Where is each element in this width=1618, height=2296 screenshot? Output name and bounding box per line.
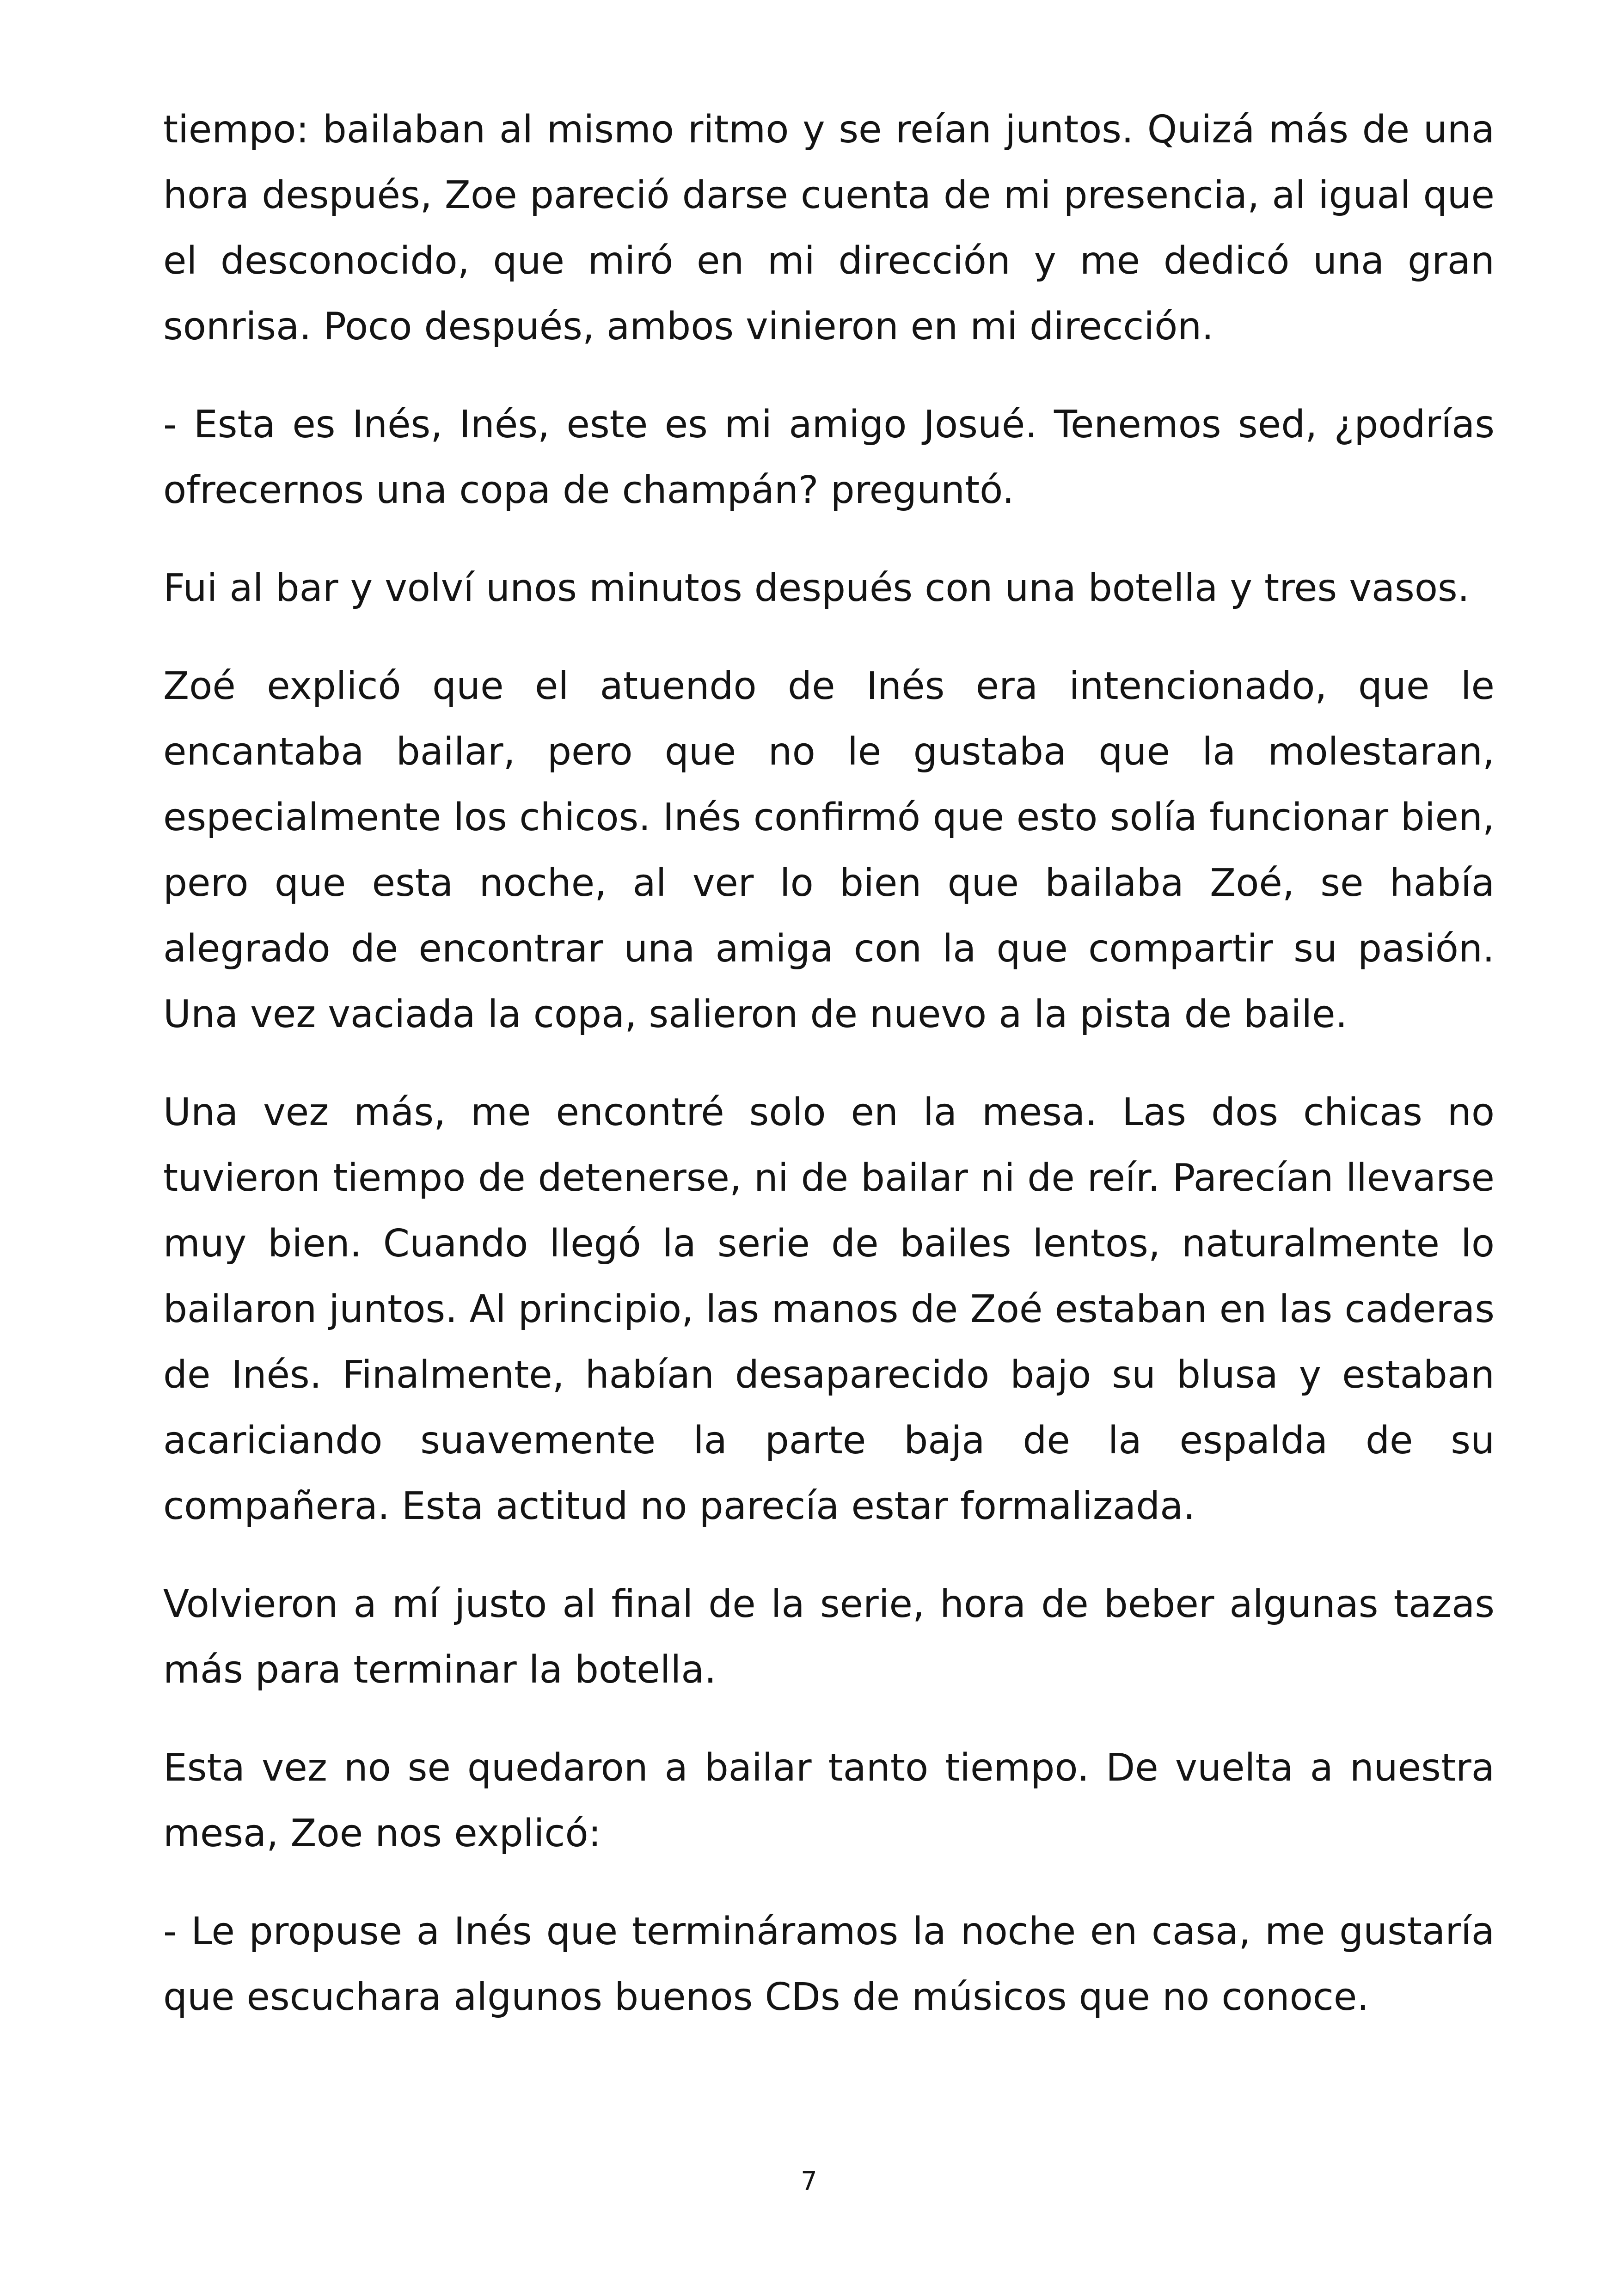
paragraph: Zoé explicó que el atuendo de Inés era intencionado, que le encantaba bailar, pero que no le gustaba que la molestaran, especialmente los chicos. Inés confirmó que esto solía funcionar bien, pero que esta noche, al ver lo bien que bailaba Zoé, se había alegrado de encontrar una amiga con la que compartir su pasión. Una vez vaciada la copa, salieron de nuevo a la pista de baile.: [163, 664, 1495, 1036]
paragraph: - Le propuse a Inés que termináramos la noche en casa, me gustaría que escuchara algunos buenos CDs de músicos que no conoce.: [163, 1910, 1495, 2019]
paragraph: - Esta es Inés, Inés, este es mi amigo Josué. Tenemos sed, ¿podrías ofrecernos una copa de champán? preguntó.: [163, 403, 1495, 512]
paragraph: Fui al bar y volví unos minutos después con una botella y tres vasos.: [163, 566, 1470, 610]
page-number: 7: [801, 2167, 817, 2197]
body-text: [163, 97, 1495, 2063]
paragraph: Esta vez no se quedaron a bailar tanto tiempo. De vuelta a nuestra mesa, Zoe nos explicó:: [163, 1746, 1495, 1855]
paragraph: Una vez más, me encontré solo en la mesa. Las dos chicas no tuvieron tiempo de detenerse, ni de bailar ni de reír. Parecían llevarse muy bien. Cuando llegó la serie de bailes lentos, naturalmente lo bailaron juntos. Al principio, las manos de Zoé estaban en las caderas de Inés. Finalmente, habían desaparecido bajo su blusa y estaban acariciando suavemente la parte baja de la espalda de su compañera. Esta actitud no parecía estar formalizada.: [163, 1090, 1495, 1528]
paragraph: tiempo: bailaban al mismo ritmo y se reían juntos. Quizá más de una hora después, Zoe pareció darse cuenta de mi presencia, al igual que el desconocido, que miró en mi dirección y me dedicó una gran sonrisa. Poco después, ambos vinieron en mi dirección.: [163, 108, 1495, 349]
paragraph: Volvieron a mí justo al final de la serie, hora de beber algunas tazas más para terminar la botella.: [163, 1582, 1495, 1692]
